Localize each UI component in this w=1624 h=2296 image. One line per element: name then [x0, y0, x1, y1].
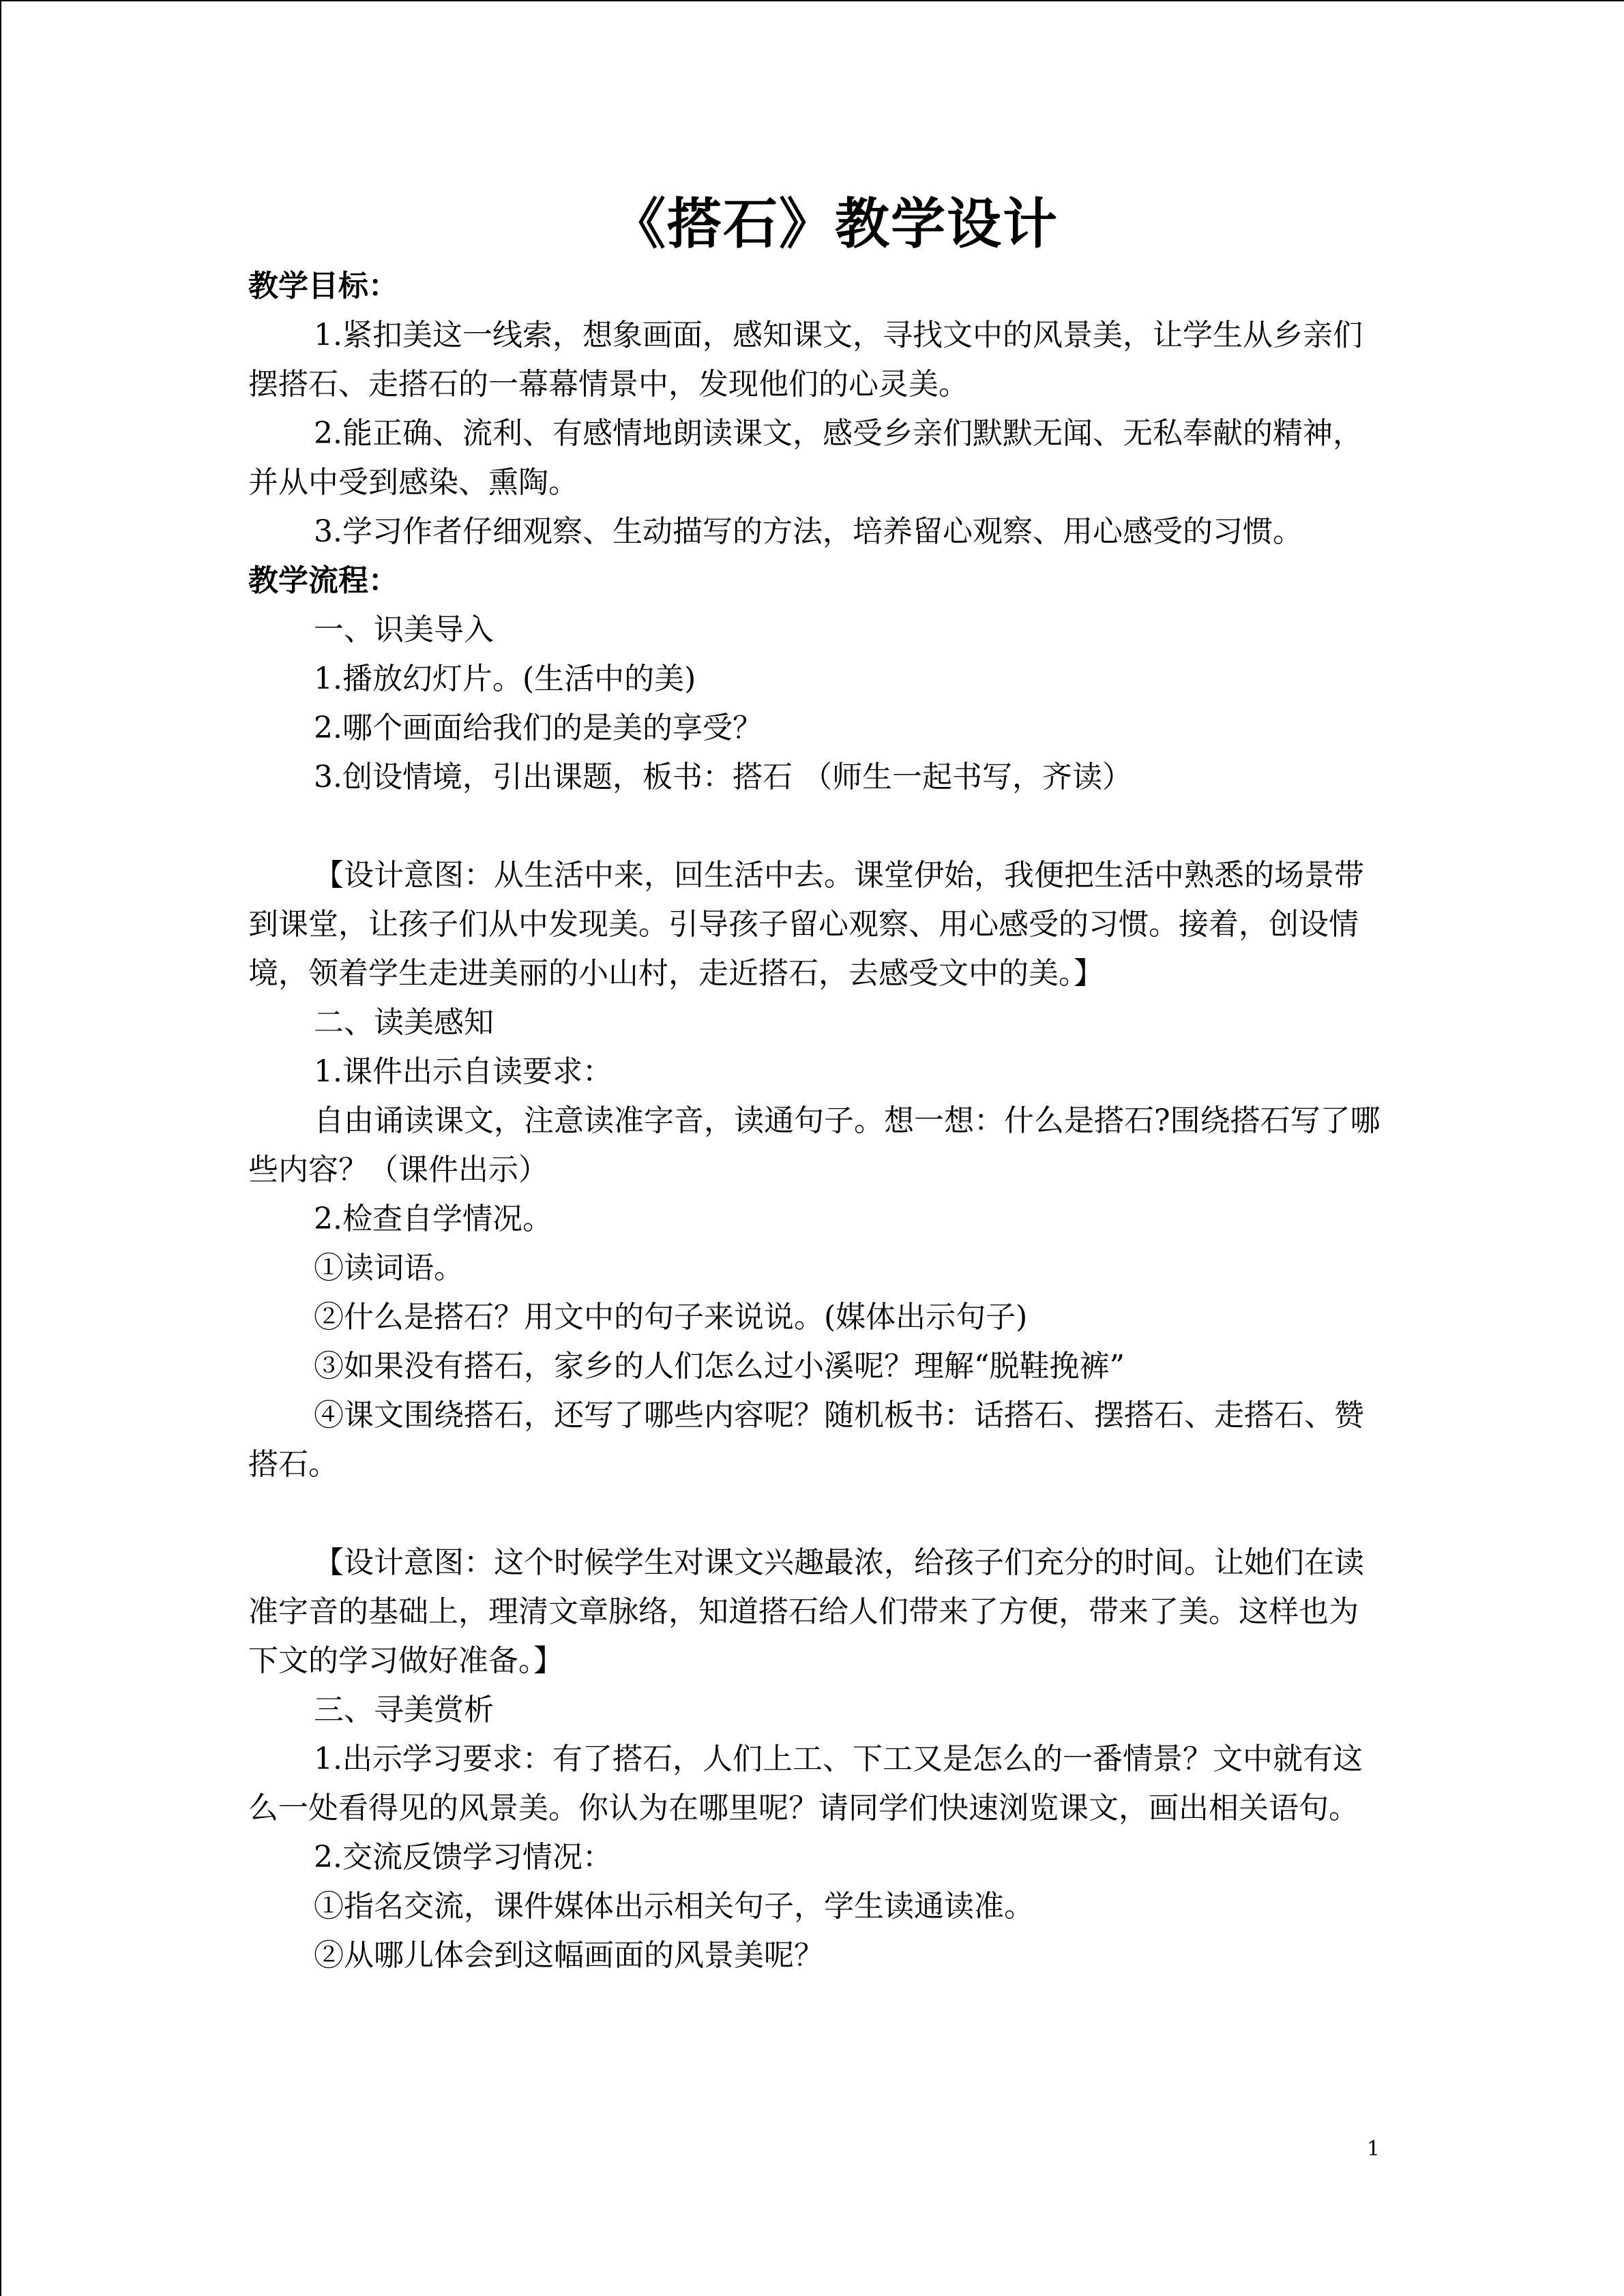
part3-line: ①指名交流，课件媒体出示相关句子，学生读通读准。	[314, 1889, 1034, 1924]
part1-heading: 一、识美导入	[314, 612, 494, 647]
part3-line: 2.交流反馈学习情况：	[314, 1840, 612, 1875]
goal-item: 1.紧扣美这一线索，想象画面，感知课文，寻找文中的风景美，让学生从乡亲们摆搭石、走搭石的一幕幕情景中，发现他们的心灵美。	[248, 318, 1363, 402]
part2-line: 自由诵读课文，注意读准字音，读通句子。想一想：什么是搭石?围绕搭石写了哪些内容？（课件出示）	[248, 1103, 1381, 1187]
blank-line	[248, 802, 1381, 851]
part2-line: ③如果没有搭石，家乡的人们怎么过小溪呢？理解“脱鞋挽裤”	[314, 1349, 1125, 1384]
part2-line: 2.检查自学情况。	[314, 1202, 552, 1236]
part1-line: 3.创设情境，引出课题，板书：搭石 （师生一起书写，齐读）	[314, 760, 1132, 794]
part1-design-intent: 【设计意图：从生活中来，回生活中去。课堂伊始，我便把生活中熟悉的场景带到课堂，让孩子们从中发现美。引导孩子留心观察、用心感受的习惯。接着，创设情境，领着学生走进美丽的小山村，走近搭石，去感受文中的美。】	[248, 858, 1364, 991]
part3-line: 1.出示学习要求：有了搭石，人们上工、下工又是怎么的一番情景？文中就有这么一处看得见的风景美。你认为在哪里呢？请同学们快速浏览课文，画出相关语句。	[248, 1742, 1363, 1825]
process-heading: 教学流程：	[248, 563, 398, 598]
part2-heading: 二、读美感知	[314, 1005, 494, 1040]
part2-line: 1.课件出示自读要求：	[314, 1054, 612, 1089]
part2-line: ②什么是搭石？用文中的句子来说说。(媒体出示句子)	[314, 1300, 1028, 1335]
part3-heading: 三、寻美赏析	[314, 1693, 494, 1727]
part1-line: 1.播放幻灯片。(生活中的美)	[314, 661, 696, 696]
part3-line: ②从哪儿体会到这幅画面的风景美呢？	[314, 1938, 824, 1973]
part1-line: 2.哪个画面给我们的是美的享受？	[314, 711, 763, 745]
document-title: 《搭石》教学设计	[611, 192, 1059, 256]
document-body	[248, 185, 1381, 1980]
part2-design-intent: 【设计意图：这个时候学生对课文兴趣最浓，给孩子们充分的时间。让她们在读准字音的基础上，理清文章脉络，知道搭石给人们带来了方便，带来了美。这样也为下文的学习做好准备。】	[248, 1545, 1364, 1678]
goal-item: 3.学习作者仔细观察、生动描写的方法，培养留心观察、用心感受的习惯。	[314, 514, 1303, 549]
goals-heading: 教学目标：	[248, 269, 398, 303]
part2-line: ④课文围绕搭石，还写了哪些内容呢？随机板书：话搭石、摆搭石、走搭石、赞搭石。	[248, 1398, 1364, 1482]
blank-line	[248, 1489, 1381, 1538]
page-number: 1	[1367, 2137, 1381, 2161]
part2-line: ①读词语。	[314, 1251, 464, 1285]
goal-item: 2.能正确、流利、有感情地朗读课文，感受乡亲们默默无闻、无私奉献的精神，并从中受到感染、熏陶。	[248, 416, 1363, 500]
